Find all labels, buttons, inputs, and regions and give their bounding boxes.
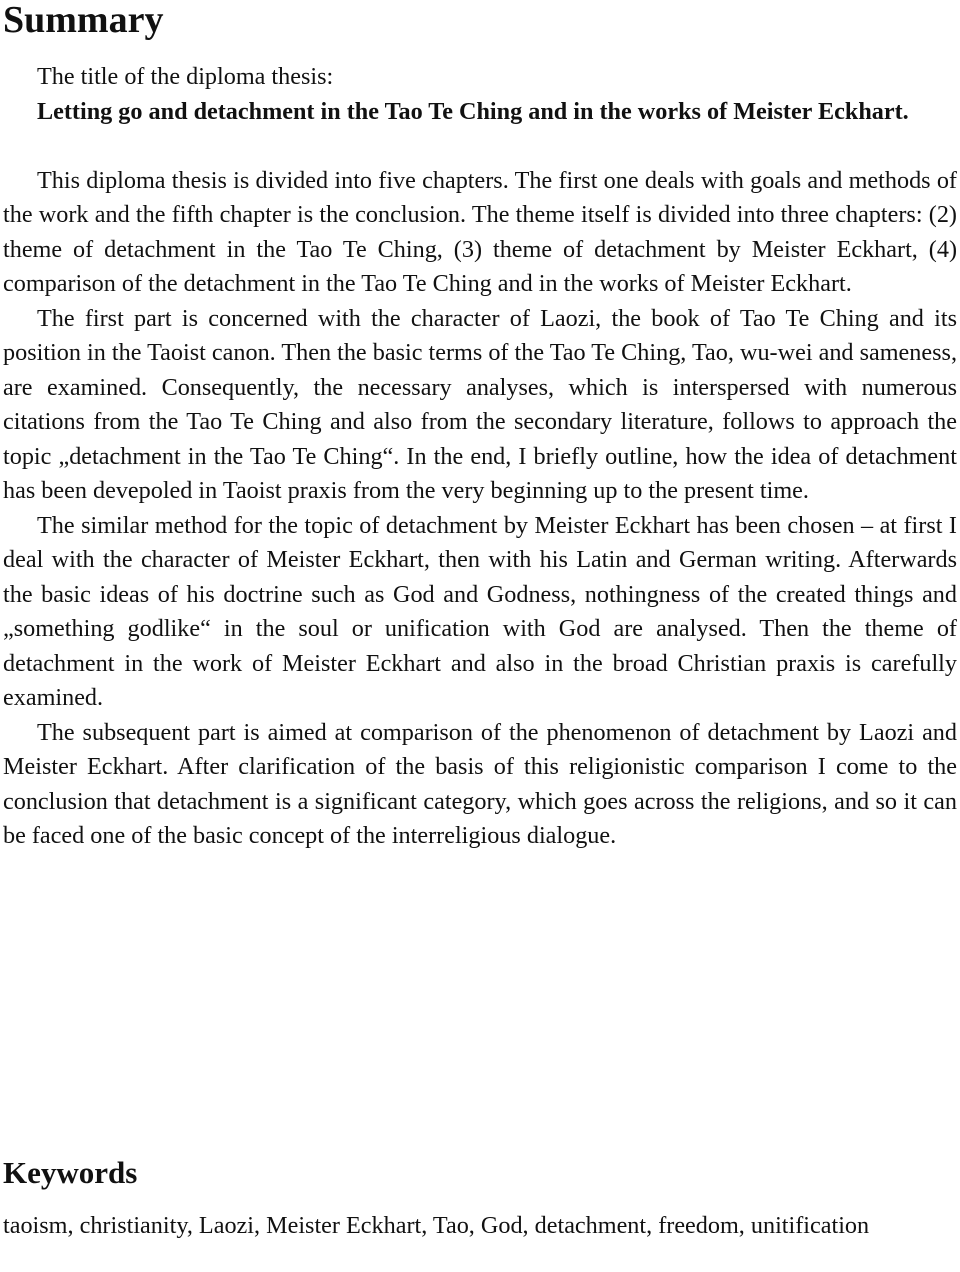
- thesis-title-label: The title of the diploma thesis:: [37, 63, 334, 90]
- summary-paragraph-comparison: The subsequent part is aimed at comparison of the phenomenon of detachment by Laozi and Meister Eckhart. After clarification of the basis of this religionistic comparison I come to the conclusion that detachment is a significant category, which goes across the religions, and so it can be faced one of the basic concept of the interreligious dialogue.: [3, 718, 957, 849]
- summary-heading: Summary: [3, 0, 164, 41]
- keywords-list: taoism, christianity, Laozi, Meister Eckhart, Tao, God, detachment, freedom, unitification: [3, 1212, 870, 1239]
- summary-body: [3, 60, 957, 854]
- keywords-heading: Keywords: [3, 1155, 138, 1190]
- spacer: [3, 129, 957, 164]
- thesis-title: Letting go and detachment in the Tao Te Ching and in the works of Meister Eckhart.: [37, 97, 909, 125]
- summary-paragraph-eckhart: The similar method for the topic of detachment by Meister Eckhart has been chosen – at first I deal with the character of Meister Eckhart, then with his Latin and German writing. Afterwards the basic ideas of his doctrine such as God and Godness, nothingness of the created things and „something godlike“ in the soul or unification with God are analysed. Then the theme of detachment in the work of Meister Eckhart and also in the broad Christian praxis is carefully examined.: [3, 511, 957, 711]
- summary-paragraph-tao-te-ching: The first part is concerned with the character of Laozi, the book of Tao Te Ching and its position in the Taoist canon. Then the basic terms of the Tao Te Ching, Tao, wu-wei and sameness, are examined. Consequently, the necessary analyses, which is interspersed with numerous citations from the Tao Te Ching and also from the secondary literature, follows to approach the topic „detachment in the Tao Te Ching“. In the end, I briefly outline, how the idea of detachment has been devepoled in Taoist praxis from the very beginning up to the present time.: [3, 304, 957, 504]
- summary-paragraph-chapters: This diploma thesis is divided into five chapters. The first one deals with goals and methods of the work and the fifth chapter is the conclusion. The theme itself is divided into three chapters: (2) theme of detachment in the Tao Te Ching, (3) theme of detachment by Meister Eckhart, (4) comparison of the detachment in the Tao Te Ching and in the works of Meister Eckhart.: [3, 166, 957, 297]
